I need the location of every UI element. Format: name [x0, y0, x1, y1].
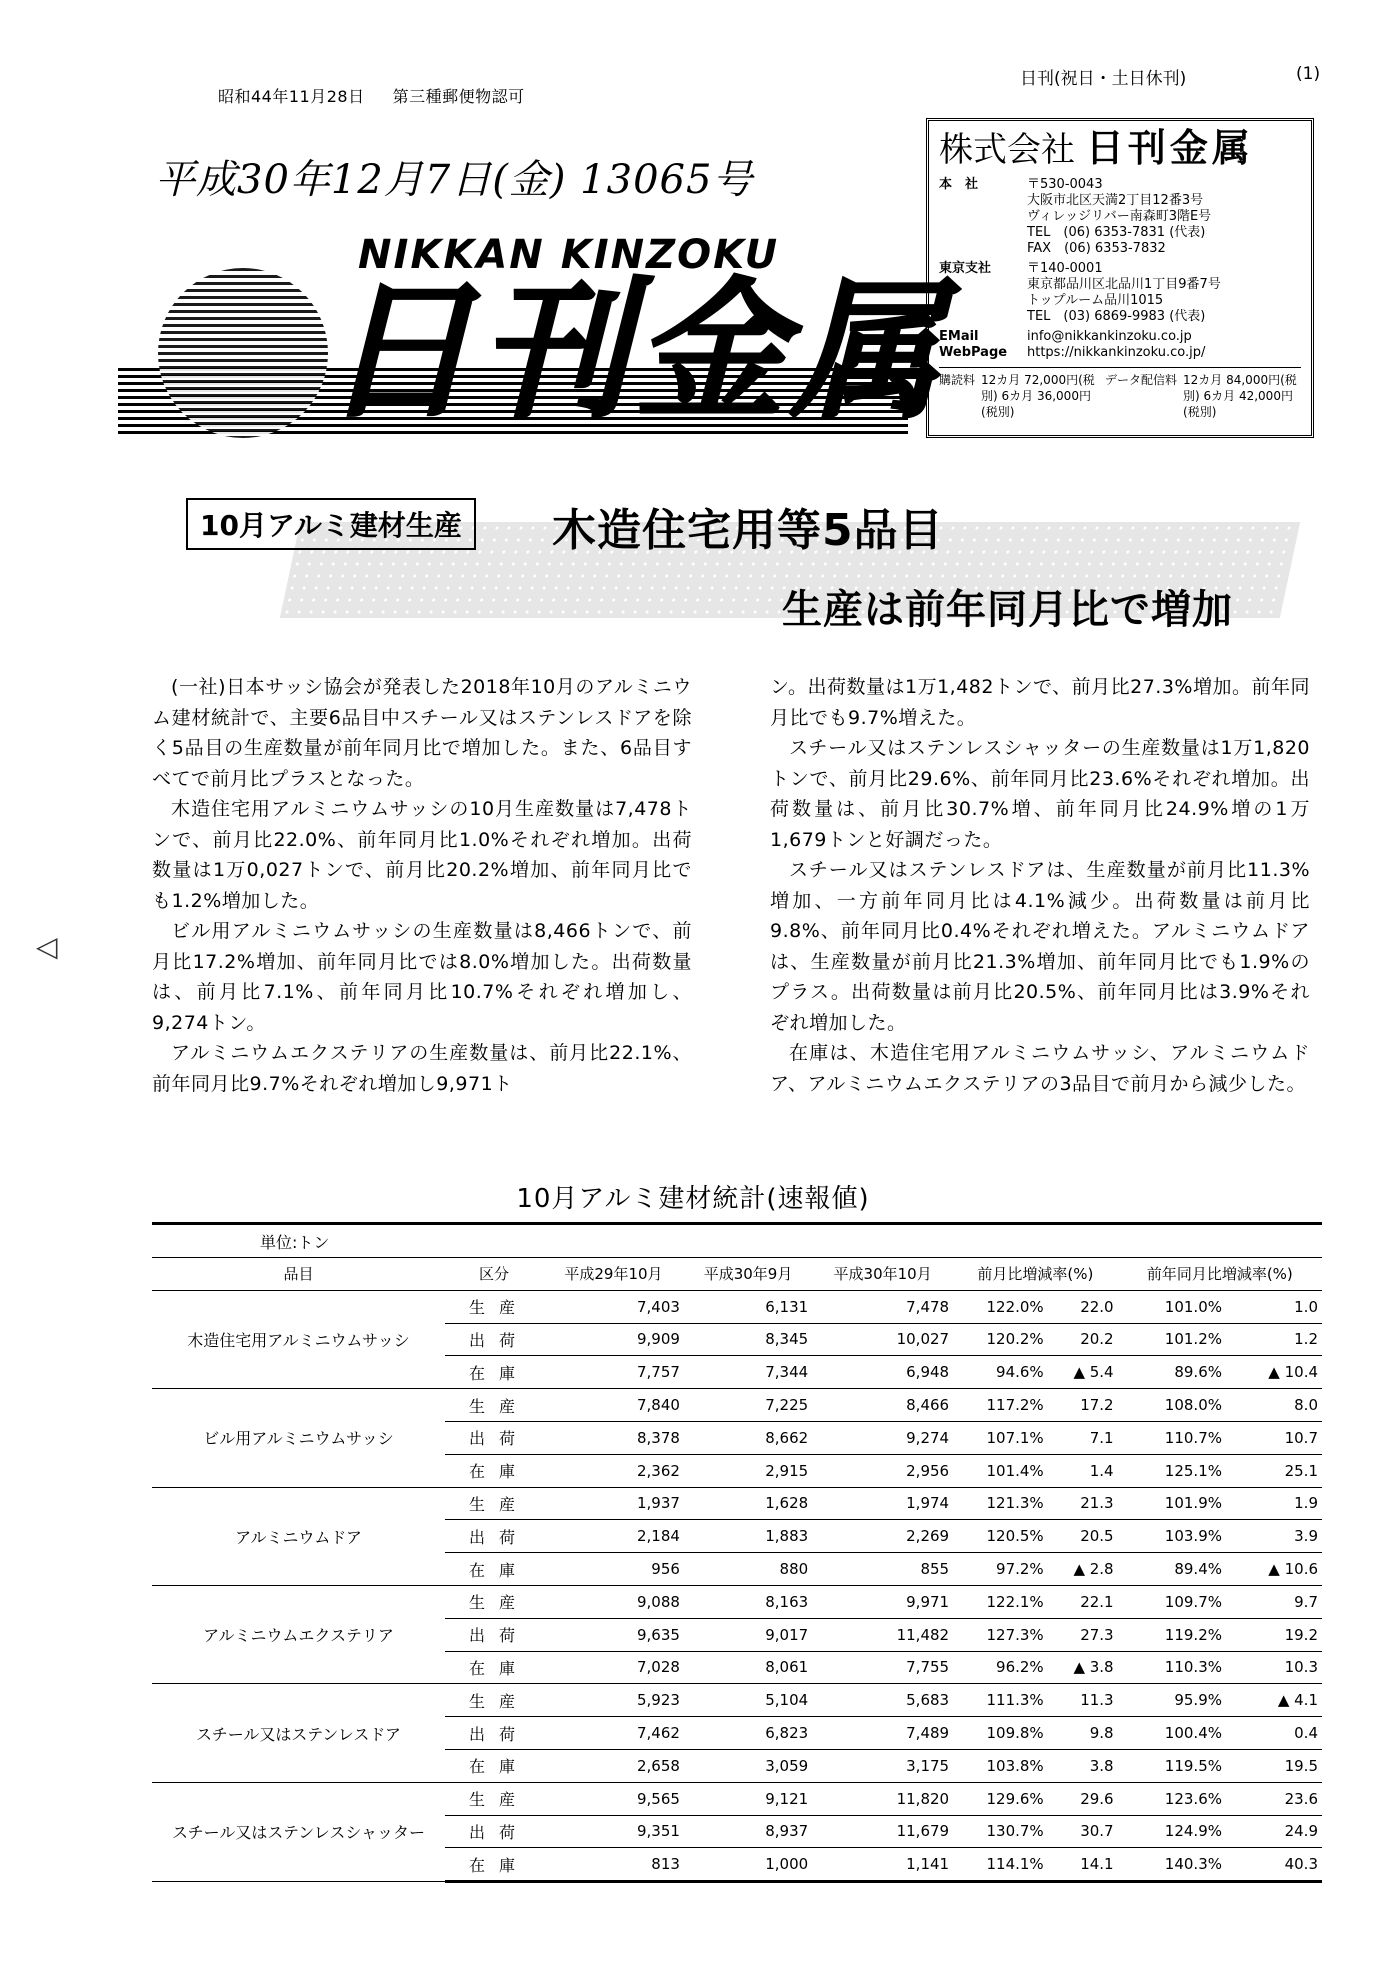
value-cell: 110.3% — [1118, 1651, 1226, 1684]
value-cell: 1.2 — [1226, 1323, 1322, 1356]
col-header: 平成29年10月 — [543, 1258, 684, 1291]
value-cell: 125.1% — [1118, 1454, 1226, 1487]
value-cell: 3.8 — [1048, 1749, 1118, 1782]
paragraph: スチール又はステンレスドアは、生産数量が前月比11.3%増加、一方前年同月比は4.1%減少。出荷数量は前月比9.8%、前年同月比0.4%それぞれ増えた。アルミニウムドアは、生産数量が前月比21.3%増加、前年同月比でも1.9%のプラス。出荷数量は前月比20.5%、前年同月比は3.9%それぞれ増加した。 — [770, 859, 1310, 1034]
value-cell: 19.5 — [1226, 1749, 1322, 1782]
value-cell: 8,662 — [684, 1421, 812, 1454]
value-cell: 109.8% — [953, 1717, 1048, 1750]
value-cell: 880 — [684, 1553, 812, 1586]
paragraph: (一社)日本サッシ協会が発表した2018年10月のアルミニウム建材統計で、主要6品目中スチール又はステンレスドアを除く5品目の生産数量が前年同月比で増加した。また、6品目すべてで前月比プラスとなった。 — [152, 676, 692, 790]
value-cell: 1,628 — [684, 1487, 812, 1520]
value-cell: 130.7% — [953, 1815, 1048, 1848]
value-cell: 7,028 — [543, 1651, 684, 1684]
value-cell: 7,755 — [812, 1651, 953, 1684]
value-cell: 20.2 — [1048, 1323, 1118, 1356]
category-cell: 生産 — [445, 1487, 543, 1520]
value-cell: 127.3% — [953, 1618, 1048, 1651]
head-office: 本 社 〒530-0043 大阪市北区天満2丁目12番3号 ヴィレッジリバー南森町3階E号 TEL (06) 6353-7831 (代表) FAX (06) 6353-7832 — [939, 177, 1212, 256]
category-cell: 在庫 — [445, 1454, 543, 1487]
value-cell: 121.3% — [953, 1487, 1048, 1520]
value-cell: 3,059 — [684, 1749, 812, 1782]
page-number: (1) — [1296, 64, 1321, 84]
table-row — [152, 1585, 1322, 1618]
value-cell: 2,362 — [543, 1454, 684, 1487]
value-cell: 119.5% — [1118, 1749, 1226, 1782]
value-cell: 120.5% — [953, 1520, 1048, 1553]
value-cell: 140.3% — [1118, 1848, 1226, 1882]
value-cell: 8,061 — [684, 1651, 812, 1684]
value-cell: 117.2% — [953, 1389, 1048, 1422]
value-cell: 122.0% — [953, 1290, 1048, 1323]
value-cell: 24.9 — [1226, 1815, 1322, 1848]
value-cell: 9,274 — [812, 1421, 953, 1454]
category-cell: 生産 — [445, 1782, 543, 1815]
value-cell: 7,489 — [812, 1717, 953, 1750]
value-cell: 123.6% — [1118, 1782, 1226, 1815]
value-cell: 9,909 — [543, 1323, 684, 1356]
value-cell: 2,269 — [812, 1520, 953, 1553]
col-header: 前月比増減率(%) — [953, 1258, 1118, 1291]
value-cell: 8,345 — [684, 1323, 812, 1356]
value-cell: 7,840 — [543, 1389, 684, 1422]
paragraph: ン。出荷数量は1万1,482トンで、前月比27.3%増加。前年同月比でも9.7%増えた。 — [770, 676, 1310, 729]
value-cell: 124.9% — [1118, 1815, 1226, 1848]
value-cell: 9,565 — [543, 1782, 684, 1815]
category-cell: 在庫 — [445, 1356, 543, 1389]
category-cell: 生産 — [445, 1290, 543, 1323]
item-name-cell: スチール又はステンレスドア — [152, 1684, 445, 1782]
value-cell: 8,163 — [684, 1585, 812, 1618]
value-cell: 6,823 — [684, 1717, 812, 1750]
value-cell: 94.6% — [953, 1356, 1048, 1389]
paragraph: ビル用アルミニウムサッシの生産数量は8,466トンで、前月比17.2%増加、前年同月比では8.0%増加した。出荷数量は、前月比7.1%、前年同月比10.7%それぞれ増加し、9,274トン。 — [152, 920, 692, 1034]
webpage: WebPage https://nikkankinzoku.co.jp/ — [939, 345, 1206, 360]
postal-permit — [218, 84, 525, 107]
value-cell: 103.8% — [953, 1749, 1048, 1782]
item-name-cell: ビル用アルミニウムサッシ — [152, 1389, 445, 1487]
table-row — [152, 1487, 1322, 1520]
article-column-left — [152, 672, 692, 1099]
table-row — [152, 1290, 1322, 1323]
value-cell: 108.0% — [1118, 1389, 1226, 1422]
globe-icon — [158, 268, 328, 438]
item-name-cell: 木造住宅用アルミニウムサッシ — [152, 1290, 445, 1388]
value-cell: 813 — [543, 1848, 684, 1882]
value-cell: 9,351 — [543, 1815, 684, 1848]
value-cell: ▲ 2.8 — [1048, 1553, 1118, 1586]
value-cell: 96.2% — [953, 1651, 1048, 1684]
value-cell: 101.0% — [1118, 1290, 1226, 1323]
value-cell: 3,175 — [812, 1749, 953, 1782]
value-cell: 0.4 — [1226, 1717, 1322, 1750]
value-cell: 119.2% — [1118, 1618, 1226, 1651]
masthead-english: NIKKAN KINZOKU — [358, 232, 780, 278]
value-cell: 8,378 — [543, 1421, 684, 1454]
category-cell: 出荷 — [445, 1323, 543, 1356]
paragraph: アルミニウムエクステリアの生産数量は、前月比22.1%、前年同月比9.7%それぞれ増加し9,971ト — [152, 1042, 692, 1095]
value-cell: 1,883 — [684, 1520, 812, 1553]
value-cell: 1,974 — [812, 1487, 953, 1520]
value-cell: 956 — [543, 1553, 684, 1586]
value-cell: 7,478 — [812, 1290, 953, 1323]
value-cell: ▲ 10.4 — [1226, 1356, 1322, 1389]
value-cell: 110.7% — [1118, 1421, 1226, 1454]
category-cell: 出荷 — [445, 1717, 543, 1750]
value-cell: 21.3 — [1048, 1487, 1118, 1520]
masthead-logo — [118, 228, 948, 439]
value-cell: 1.9 — [1226, 1487, 1322, 1520]
value-cell: 7,757 — [543, 1356, 684, 1389]
value-cell: 1,000 — [684, 1848, 812, 1882]
value-cell: 40.3 — [1226, 1848, 1322, 1882]
value-cell: 7.1 — [1048, 1421, 1118, 1454]
value-cell: 100.4% — [1118, 1717, 1226, 1750]
value-cell: 97.2% — [953, 1553, 1048, 1586]
value-cell: 8.0 — [1226, 1389, 1322, 1422]
value-cell: 7,344 — [684, 1356, 812, 1389]
value-cell: 5,683 — [812, 1684, 953, 1717]
col-header: 前年同月比増減率(%) — [1118, 1258, 1322, 1291]
masthead-japanese: 日刊金属 — [323, 265, 948, 439]
headline-tag: 10月アルミ建材生産 — [186, 498, 476, 550]
category-cell: 生産 — [445, 1684, 543, 1717]
col-header: 平成30年9月 — [684, 1258, 812, 1291]
table-row — [152, 1782, 1322, 1815]
value-cell: 1,141 — [812, 1848, 953, 1882]
headline-sub: 生産は前年同月比で増加 — [782, 587, 1233, 633]
value-cell: 3.9 — [1226, 1520, 1322, 1553]
value-cell: 11.3 — [1048, 1684, 1118, 1717]
value-cell: 89.4% — [1118, 1553, 1226, 1586]
category-cell: 出荷 — [445, 1618, 543, 1651]
value-cell: 17.2 — [1048, 1389, 1118, 1422]
subscription-fees: 購読料 12カ月 72,000円(税別) 6カ月 36,000円(税別) データ配信料 12カ月 84,000円(税別) 6カ月 42,000円(税別) — [939, 367, 1301, 420]
value-cell: 6,948 — [812, 1356, 953, 1389]
value-cell: 10,027 — [812, 1323, 953, 1356]
table-header-row — [152, 1258, 1322, 1291]
value-cell: 114.1% — [953, 1848, 1048, 1882]
paragraph: 在庫は、木造住宅用アルミニウムサッシ、アルミニウムドア、アルミニウムエクステリアの3品目で前月から減少した。 — [770, 1042, 1310, 1095]
value-cell: 19.2 — [1226, 1618, 1322, 1651]
value-cell: 9.7 — [1226, 1585, 1322, 1618]
category-cell: 在庫 — [445, 1553, 543, 1586]
category-cell: 出荷 — [445, 1421, 543, 1454]
value-cell: ▲ 4.1 — [1226, 1684, 1322, 1717]
value-cell: 101.4% — [953, 1454, 1048, 1487]
company-info-box — [926, 118, 1314, 438]
value-cell: 101.9% — [1118, 1487, 1226, 1520]
value-cell: 1.4 — [1048, 1454, 1118, 1487]
value-cell: 1.0 — [1226, 1290, 1322, 1323]
col-header: 品目 — [152, 1258, 445, 1291]
value-cell: 109.7% — [1118, 1585, 1226, 1618]
value-cell: 14.1 — [1048, 1848, 1118, 1882]
value-cell: 9,971 — [812, 1585, 953, 1618]
permit-text: 第三種郵便物認可 — [392, 87, 525, 106]
table-title: 10月アルミ建材統計(速報値) — [516, 1184, 870, 1214]
value-cell: ▲ 10.6 — [1226, 1553, 1322, 1586]
headline-main: 木造住宅用等5品目 — [552, 505, 944, 556]
value-cell: 7,403 — [543, 1290, 684, 1323]
value-cell: 5,104 — [684, 1684, 812, 1717]
paragraph: 木造住宅用アルミニウムサッシの10月生産数量は7,478トンで、前月比22.0%、前年同月比1.0%それぞれ増加。出荷数量は1万0,027トンで、前月比20.2%増加、前年同月比でも1.2%増加した。 — [152, 798, 692, 912]
value-cell: 8,466 — [812, 1389, 953, 1422]
value-cell: 89.6% — [1118, 1356, 1226, 1389]
prev-page-icon[interactable]: ◁ — [36, 930, 58, 963]
value-cell: 11,679 — [812, 1815, 953, 1848]
value-cell: 11,482 — [812, 1618, 953, 1651]
col-header: 区分 — [445, 1258, 543, 1291]
value-cell: 25.1 — [1226, 1454, 1322, 1487]
unit-label: 単位:トン — [152, 1224, 1322, 1258]
value-cell: 101.2% — [1118, 1323, 1226, 1356]
value-cell: 2,658 — [543, 1749, 684, 1782]
category-cell: 在庫 — [445, 1749, 543, 1782]
category-cell: 生産 — [445, 1585, 543, 1618]
category-cell: 在庫 — [445, 1848, 543, 1882]
value-cell: 855 — [812, 1553, 953, 1586]
value-cell: 30.7 — [1048, 1815, 1118, 1848]
value-cell: 95.9% — [1118, 1684, 1226, 1717]
permit-date: 昭和44年11月28日 — [218, 87, 365, 106]
company-name: 株式会社 日刊金属 — [939, 126, 1254, 170]
issue-date: 平成30年12月7日(金) 13065号 — [155, 157, 754, 203]
value-cell: 9,121 — [684, 1782, 812, 1815]
email: EMail info@nikkankinzoku.co.jp — [939, 329, 1192, 344]
value-cell: 122.1% — [953, 1585, 1048, 1618]
item-name-cell: アルミニウムドア — [152, 1487, 445, 1585]
article-column-right — [770, 672, 1310, 1099]
value-cell: ▲ 3.8 — [1048, 1651, 1118, 1684]
stats-table — [152, 1222, 1322, 1883]
value-cell: 111.3% — [953, 1684, 1048, 1717]
value-cell: 8,937 — [684, 1815, 812, 1848]
value-cell: 29.6 — [1048, 1782, 1118, 1815]
value-cell: 5,923 — [543, 1684, 684, 1717]
value-cell: 11,820 — [812, 1782, 953, 1815]
value-cell: 2,184 — [543, 1520, 684, 1553]
category-cell: 生産 — [445, 1389, 543, 1422]
table-row — [152, 1389, 1322, 1422]
table-row — [152, 1684, 1322, 1717]
value-cell: 2,915 — [684, 1454, 812, 1487]
value-cell: 10.7 — [1226, 1421, 1322, 1454]
value-cell: 1,937 — [543, 1487, 684, 1520]
value-cell: 107.1% — [953, 1421, 1048, 1454]
item-name-cell: アルミニウムエクステリア — [152, 1585, 445, 1683]
value-cell: 9,635 — [543, 1618, 684, 1651]
value-cell: 103.9% — [1118, 1520, 1226, 1553]
tokyo-office: 東京支社 〒140-0001 東京都品川区北品川1丁目9番7号 トップルーム品川1015 TEL (03) 6869-9983 (代表) — [939, 261, 1221, 324]
value-cell: 20.5 — [1048, 1520, 1118, 1553]
value-cell: 9,088 — [543, 1585, 684, 1618]
category-cell: 出荷 — [445, 1520, 543, 1553]
value-cell: 120.2% — [953, 1323, 1048, 1356]
value-cell: 10.3 — [1226, 1651, 1322, 1684]
col-header: 平成30年10月 — [812, 1258, 953, 1291]
value-cell: 23.6 — [1226, 1782, 1322, 1815]
value-cell: 129.6% — [953, 1782, 1048, 1815]
value-cell: 9.8 — [1048, 1717, 1118, 1750]
value-cell: 22.1 — [1048, 1585, 1118, 1618]
value-cell: 2,956 — [812, 1454, 953, 1487]
item-name-cell: スチール又はステンレスシャッター — [152, 1782, 445, 1881]
category-cell: 在庫 — [445, 1651, 543, 1684]
value-cell: 7,462 — [543, 1717, 684, 1750]
value-cell: 9,017 — [684, 1618, 812, 1651]
value-cell: 6,131 — [684, 1290, 812, 1323]
value-cell: ▲ 5.4 — [1048, 1356, 1118, 1389]
value-cell: 27.3 — [1048, 1618, 1118, 1651]
category-cell: 出荷 — [445, 1815, 543, 1848]
value-cell: 7,225 — [684, 1389, 812, 1422]
publication-note: 日刊(祝日・土日休刊) — [1020, 69, 1187, 89]
value-cell: 22.0 — [1048, 1290, 1118, 1323]
paragraph: スチール又はステンレスシャッターの生産数量は1万1,820トンで、前月比29.6%、前年同月比23.6%それぞれ増加。出荷数量は、前月比30.7%増、前年同月比24.9%増の1万1,679トンと好調だった。 — [770, 737, 1310, 851]
